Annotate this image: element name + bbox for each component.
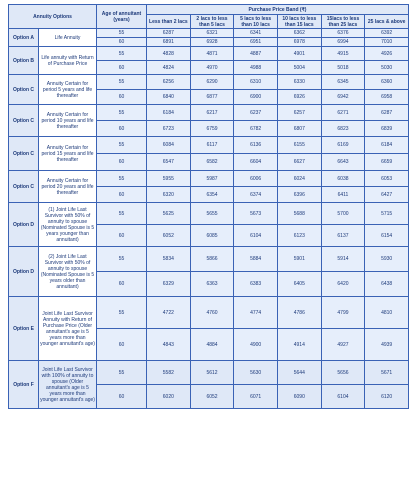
rate-cell: 5866 [190,247,234,272]
rate-cell: 4774 [234,297,278,329]
table-row [9,361,409,385]
age-cell: 55 [97,47,147,61]
header-price-band: Purchase Price Band (₹) [147,5,409,15]
rate-cell: 4828 [147,47,191,61]
rate-cell: 6287 [147,29,191,38]
header-band-4: 15lacs to less than 25 lacs [321,15,365,29]
rate-cell: 6926 [277,90,321,105]
rate-cell: 6411 [321,187,365,203]
rate-cell: 6438 [365,272,409,297]
rate-cell: 6169 [321,137,365,154]
option-label: Option D [9,247,39,297]
rate-cell: 6154 [365,225,409,247]
rate-cell: 6839 [365,121,409,137]
header-age: Age of annuitant (years) [97,5,147,29]
rate-cell: 6020 [147,385,191,409]
rate-cell: 5955 [147,171,191,187]
table-row [9,297,409,329]
rate-cell: 6994 [321,38,365,47]
rate-cell: 6104 [321,385,365,409]
rate-cell: 5673 [234,203,278,225]
option-description: Joint Life Last Survivor Annuity with Return of Purchase Price (Older annuitant's age is 5 years more than younger annuitant's age) [39,297,97,361]
rate-cell: 6978 [277,38,321,47]
rate-cell: 4887 [234,47,278,61]
rate-cell: 6376 [321,29,365,38]
rate-cell: 4799 [321,297,365,329]
rate-cell: 6604 [234,154,278,171]
rate-cell: 6184 [147,105,191,121]
rate-cell: 4970 [190,61,234,75]
rate-cell: 6627 [277,154,321,171]
rate-cell: 5630 [234,361,278,385]
rate-cell: 6582 [190,154,234,171]
rate-cell: 6840 [147,90,191,105]
rate-cell: 6877 [190,90,234,105]
rate-cell: 4810 [365,297,409,329]
rate-cell: 6341 [234,29,278,38]
age-cell: 55 [97,247,147,272]
option-description: (2) Joint Life Last Survivor with 50% of annuity to spouse (Nominated Spouse is 5 years older than annuitant) [39,247,97,297]
option-label: Option D [9,203,39,247]
rate-cell: 6006 [234,171,278,187]
rate-cell: 5030 [365,61,409,75]
rate-cell: 6257 [277,105,321,121]
rate-cell: 6320 [147,187,191,203]
rate-cell: 6271 [321,105,365,121]
rate-cell: 4915 [321,47,365,61]
rate-cell: 5884 [234,247,278,272]
rate-cell: 7010 [365,38,409,47]
rate-cell: 6104 [234,225,278,247]
rate-cell: 6136 [234,137,278,154]
table-row [9,29,409,38]
rate-cell: 6052 [147,225,191,247]
rate-cell: 6392 [365,29,409,38]
rate-cell: 6928 [190,38,234,47]
rate-cell: 6310 [234,75,278,90]
rate-cell: 4914 [277,329,321,361]
age-cell: 55 [97,105,147,121]
option-description: Annuity Certain for period 10 years and life thereafter [39,105,97,137]
rate-cell: 6090 [277,385,321,409]
age-cell: 60 [97,90,147,105]
rate-cell: 5914 [321,247,365,272]
rate-cell: 6137 [321,225,365,247]
option-label: Option E [9,297,39,361]
age-cell: 60 [97,38,147,47]
rate-cell: 4843 [147,329,191,361]
rate-cell: 6052 [190,385,234,409]
rate-cell: 5625 [147,203,191,225]
rate-cell: 6085 [190,225,234,247]
rate-cell: 5715 [365,203,409,225]
rate-cell: 6942 [321,90,365,105]
rate-cell: 6024 [277,171,321,187]
option-label: Option B [9,47,39,75]
rate-cell: 5671 [365,361,409,385]
rate-cell: 6374 [234,187,278,203]
rate-cell: 4939 [365,329,409,361]
rate-cell: 6405 [277,272,321,297]
rate-cell: 5004 [277,61,321,75]
rate-cell: 4926 [365,47,409,61]
option-label: Option A [9,29,39,47]
rate-cell: 4722 [147,297,191,329]
rate-cell: 6383 [234,272,278,297]
age-cell: 55 [97,171,147,187]
rate-cell: 6287 [365,105,409,121]
rate-cell: 6330 [277,75,321,90]
table-row [9,171,409,187]
rate-cell: 5688 [277,203,321,225]
age-cell: 60 [97,385,147,409]
header-band-1: 2 lacs to less than 5 lacs [190,15,234,29]
age-cell: 55 [97,297,147,329]
option-label: Option C [9,105,39,137]
rate-cell: 6547 [147,154,191,171]
option-label: Option C [9,75,39,105]
header-band-2: 5 lacs to less than 10 lacs [234,15,278,29]
option-label: Option C [9,137,39,171]
age-cell: 55 [97,203,147,225]
rate-cell: 6723 [147,121,191,137]
rate-cell: 6256 [147,75,191,90]
age-cell: 60 [97,187,147,203]
rate-cell: 5987 [190,171,234,187]
rate-cell: 4884 [190,329,234,361]
option-label: Option F [9,361,39,409]
rate-cell: 6217 [190,105,234,121]
rate-cell: 6345 [321,75,365,90]
option-description: Annuity Certain for period 5 years and life thereafter [39,75,97,105]
rate-cell: 5582 [147,361,191,385]
rate-cell: 5655 [190,203,234,225]
rate-cell: 5930 [365,247,409,272]
rate-cell: 6329 [147,272,191,297]
option-description: Life annuity with Return of Purchase Price [39,47,97,75]
option-description: Annuity Certain for period 20 years and life thereafter [39,171,97,203]
rate-cell: 4786 [277,297,321,329]
rate-cell: 6354 [190,187,234,203]
rate-cell: 6117 [190,137,234,154]
rate-cell: 6759 [190,121,234,137]
rate-cell: 6823 [321,121,365,137]
header-band-0: Less than 2 lacs [147,15,191,29]
rate-cell: 6782 [234,121,278,137]
rate-cell: 6237 [234,105,278,121]
age-cell: 60 [97,154,147,171]
header-annuity-options: Annuity Options [9,5,97,29]
rate-cell: 6084 [147,137,191,154]
rate-cell: 6958 [365,90,409,105]
rate-cell: 6360 [365,75,409,90]
rate-cell: 4988 [234,61,278,75]
header-band-3: 10 lacs to less than 15 lacs [277,15,321,29]
table-row [9,247,409,272]
rate-cell: 6900 [234,90,278,105]
rate-cell: 5901 [277,247,321,272]
rate-cell: 6071 [234,385,278,409]
table-row [9,203,409,225]
option-description: Life Annuity [39,29,97,47]
rate-cell: 5700 [321,203,365,225]
rate-cell: 6120 [365,385,409,409]
rate-cell: 6321 [190,29,234,38]
option-label: Option C [9,171,39,203]
rate-cell: 4900 [234,329,278,361]
rate-cell: 6659 [365,154,409,171]
rate-cell: 5656 [321,361,365,385]
rate-cell: 6053 [365,171,409,187]
rate-cell: 4901 [277,47,321,61]
header-band-5: 25 lacs & above [365,15,409,29]
option-description: (1) Joint Life Last Survivor with 50% of annuity to spouse (Nominated Spouse is 5 years younger than annuitant) [39,203,97,247]
rate-cell: 4760 [190,297,234,329]
rate-cell: 6363 [190,272,234,297]
rate-cell: 6290 [190,75,234,90]
rate-cell: 4927 [321,329,365,361]
rate-cell: 5612 [190,361,234,385]
table-row [9,105,409,121]
age-cell: 55 [97,361,147,385]
option-description: Annuity Certain for period 15 years and life thereafter [39,137,97,171]
table-row [9,137,409,154]
rate-cell: 6123 [277,225,321,247]
rate-cell: 6427 [365,187,409,203]
rate-cell: 6807 [277,121,321,137]
age-cell: 55 [97,137,147,154]
rate-cell: 6362 [277,29,321,38]
age-cell: 60 [97,61,147,75]
rate-cell: 6643 [321,154,365,171]
rate-cell: 5644 [277,361,321,385]
age-cell: 55 [97,29,147,38]
rate-cell: 6420 [321,272,365,297]
option-description: Joint Life Last Survivor with 100% of annuity to spouse (Older annuitant's age is 5 years more than younger annuitant's age) [39,361,97,409]
rate-cell: 4871 [190,47,234,61]
rate-cell: 6184 [365,137,409,154]
age-cell: 60 [97,121,147,137]
rate-cell: 5018 [321,61,365,75]
rate-cell: 6155 [277,137,321,154]
rate-cell: 6891 [147,38,191,47]
age-cell: 60 [97,225,147,247]
age-cell: 60 [97,272,147,297]
table-row [9,75,409,90]
rate-cell: 4824 [147,61,191,75]
age-cell: 55 [97,75,147,90]
rate-cell: 6038 [321,171,365,187]
rate-cell: 6951 [234,38,278,47]
annuity-rate-table [8,4,409,409]
rate-cell: 5834 [147,247,191,272]
table-row [9,47,409,61]
age-cell: 60 [97,329,147,361]
rate-cell: 6396 [277,187,321,203]
